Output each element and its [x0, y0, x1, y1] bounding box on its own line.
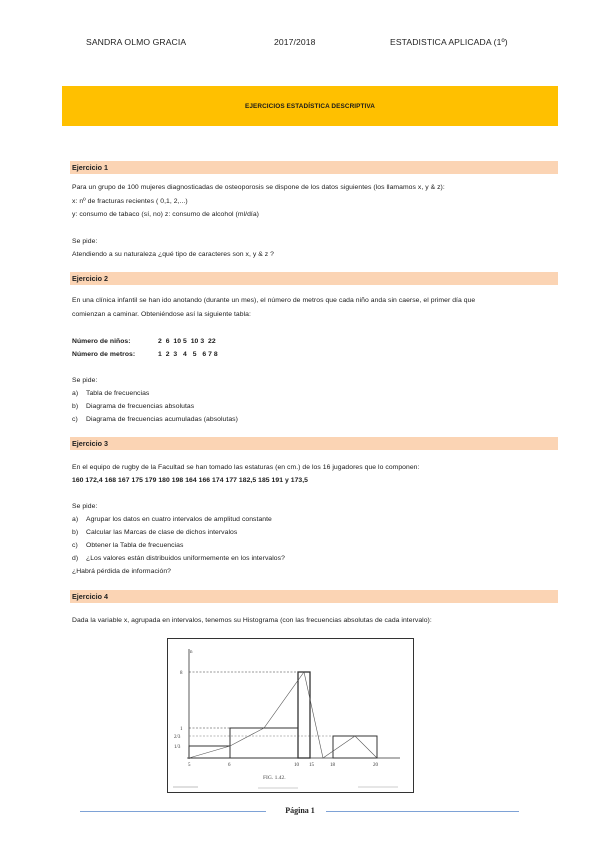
- ex2-table-label: Número de metros:: [72, 351, 136, 358]
- exercise-4-header: [70, 590, 558, 603]
- ex2-text-line: comienzan a caminar. Obteniéndose así la siguiente tabla:: [72, 311, 251, 318]
- item-marker: d): [72, 555, 79, 562]
- ex2-text-line: En una clínica infantil se han ido anotando (durante un mes), el número de metros que cada niño anda sin caerse, el primer día que: [72, 297, 476, 304]
- exercise-3-header: [70, 437, 558, 450]
- y-tick: 1/3: [174, 745, 181, 750]
- header-year: 2017/2018: [274, 37, 316, 47]
- ex1-ask-label: Se pide:: [72, 238, 98, 245]
- page-header: [0, 37, 600, 51]
- item-marker: b): [72, 529, 79, 536]
- ex1-text-line: y: consumo de tabaco (sí, no) z: consumo de alcohol (ml/día): [72, 211, 259, 218]
- item-text: Calcular las Marcas de clase de dichos intervalos: [86, 529, 238, 536]
- exercise-2-header: [70, 272, 558, 285]
- ex3-item: [72, 516, 272, 523]
- exercise-1-title: Ejercicio 1: [72, 163, 108, 172]
- item-text: Obtener la Tabla de frecuencias: [86, 542, 184, 549]
- item-text: Tabla de frecuencias: [86, 390, 150, 397]
- ex3-item: [72, 555, 285, 562]
- ex3-text-line: En el equipo de rugby de la Facultad se han tomado las estaturas (en cm.) de los 16 jugadores que lo componen:: [72, 464, 420, 471]
- x-tick: 20: [373, 763, 378, 768]
- ex2-item: [72, 390, 149, 397]
- histogram-figure: [167, 638, 414, 793]
- item-text: Diagrama de frecuencias acumuladas (absolutas): [86, 416, 238, 423]
- histogram-chart: [168, 639, 413, 792]
- ex3-ask-label: Se pide:: [72, 503, 98, 510]
- item-marker: c): [72, 542, 78, 549]
- item-text: Diagrama de frecuencias absolutas: [86, 403, 195, 410]
- ex2-table-values: 1 2 3 4 5 6 7 8: [158, 351, 218, 358]
- ex3-item: [72, 542, 183, 549]
- page-number: Página 1: [285, 806, 315, 815]
- ex3-extra-question: ¿Habrá pérdida de información?: [72, 568, 171, 575]
- x-tick: 18: [330, 763, 335, 768]
- ex2-ask-label: Se pide:: [72, 377, 98, 384]
- item-marker: a): [72, 516, 79, 523]
- y-tick: 2/3: [174, 735, 181, 740]
- ex1-text-line: x: nº de fracturas recientes ( 0,1, 2,...): [72, 198, 188, 205]
- item-text: Agrupar los datos en cuatro intervalos de amplitud constante: [86, 516, 272, 523]
- document-title: EJERCICIOS ESTADÍSTICA DESCRIPTIVA: [244, 102, 376, 110]
- exercise-2-title: Ejercicio 2: [72, 274, 108, 283]
- x-tick: 5: [188, 763, 191, 768]
- exercise-3-title: Ejercicio 3: [72, 439, 108, 448]
- item-marker: b): [72, 403, 79, 410]
- y-tick: 1: [180, 727, 183, 732]
- header-author: SANDRA OLMO GRACIA: [86, 37, 187, 47]
- x-tick: 15: [309, 763, 314, 768]
- x-tick: 10: [294, 763, 299, 768]
- ex2-item: [72, 416, 238, 423]
- ex3-data-line: 160 172,4 168 167 175 179 180 198 164 166 174 177 182,5 185 191 y 173,5: [72, 477, 308, 484]
- ex2-table-values: 2 6 10 5 10 3 22: [158, 338, 216, 345]
- ex2-table-label: Número de niños:: [72, 338, 131, 345]
- item-marker: c): [72, 416, 78, 423]
- ex1-text-line: Para un grupo de 100 mujeres diagnosticadas de osteoporosis se dispone de los datos siguientes (los llamamos x, y & z):: [72, 184, 445, 191]
- ex2-item: [72, 403, 194, 410]
- ex2-table-row: [72, 338, 216, 345]
- ex1-question: Atendiendo a su naturaleza ¿qué tipo de caracteres son x, y & z ?: [72, 251, 274, 258]
- y-axis-label: n: [190, 650, 193, 655]
- item-text: ¿Los valores están distribuidos uniformemente en los intervalos?: [86, 555, 285, 562]
- x-tick: 6: [228, 763, 231, 768]
- ex2-table-row: [72, 351, 218, 358]
- ex4-text-line: Dada la variable x, agrupada en intervalos, tenemos su Histograma (con las frecuencias absolutas de cada intervalo):: [72, 617, 432, 624]
- exercise-1-header: [70, 161, 558, 174]
- y-tick: 8: [180, 671, 183, 676]
- header-course: ESTADISTICA APLICADA (1º): [390, 37, 508, 47]
- title-banner: [62, 86, 558, 126]
- ex3-item: [72, 529, 237, 536]
- item-marker: a): [72, 390, 79, 397]
- figure-caption: FIG. 1.42.: [263, 775, 286, 781]
- exercise-4-title: Ejercicio 4: [72, 592, 108, 601]
- footer-rule-right: [326, 811, 519, 812]
